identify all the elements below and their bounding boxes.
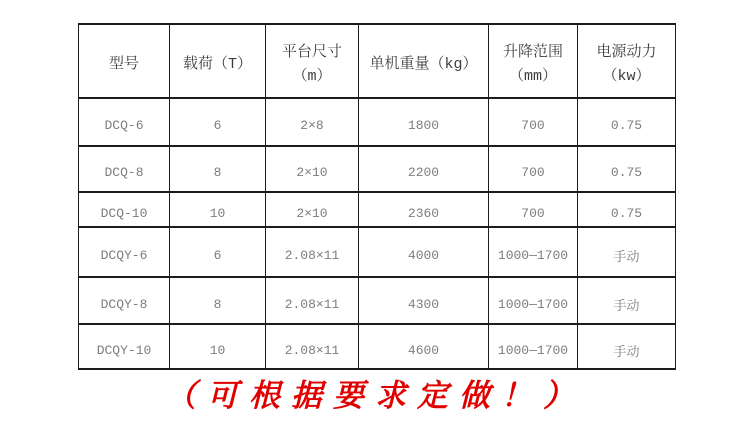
cell-size: 2×8 xyxy=(266,98,359,146)
cell-power: 手动 xyxy=(578,277,676,324)
cell-weight: 1800 xyxy=(359,98,489,146)
table-row xyxy=(79,277,676,324)
table-row xyxy=(79,227,676,277)
cell-range: 700 xyxy=(489,192,578,227)
table-row xyxy=(79,146,676,192)
cell-power: 手动 xyxy=(578,324,676,369)
cell-power: 0.75 xyxy=(578,98,676,146)
col-header-unit-weight xyxy=(359,24,489,98)
cell-size: 2×10 xyxy=(266,192,359,227)
cell-power: 0.75 xyxy=(578,192,676,227)
cell-range: 1000—1700 xyxy=(489,227,578,277)
col-header-platform-size-sub: （m） xyxy=(292,67,332,85)
cell-model: DCQ-6 xyxy=(79,98,170,146)
cell-range: 1000—1700 xyxy=(489,277,578,324)
cell-weight: 4300 xyxy=(359,277,489,324)
col-header-model xyxy=(79,24,170,98)
col-header-platform-size-title: 平台尺寸 xyxy=(281,43,342,61)
cell-size: 2.08×11 xyxy=(266,277,359,324)
col-header-load xyxy=(170,24,266,98)
col-header-lift-range-title: 升降范围 xyxy=(502,43,563,61)
cell-weight: 4600 xyxy=(359,324,489,369)
cell-model: DCQ-10 xyxy=(79,192,170,227)
cell-weight: 2200 xyxy=(359,146,489,192)
table-row xyxy=(79,98,676,146)
cell-size: 2.08×11 xyxy=(266,227,359,277)
spec-table xyxy=(78,23,676,370)
table-header-row xyxy=(79,24,676,98)
col-header-load-title: 载荷（T） xyxy=(182,55,252,73)
cell-load: 8 xyxy=(170,146,266,192)
cell-load: 10 xyxy=(170,192,266,227)
cell-range: 700 xyxy=(489,98,578,146)
col-header-platform-size xyxy=(266,24,359,98)
cell-model: DCQ-8 xyxy=(79,146,170,192)
cell-range: 1000—1700 xyxy=(489,324,578,369)
col-header-power xyxy=(578,24,676,98)
table-row xyxy=(79,324,676,369)
cell-model: DCQY-6 xyxy=(79,227,170,277)
custom-order-note: （可根据要求定做！） xyxy=(165,378,585,413)
cell-model: DCQY-8 xyxy=(79,277,170,324)
cell-weight: 2360 xyxy=(359,192,489,227)
cell-load: 6 xyxy=(170,227,266,277)
cell-weight: 4000 xyxy=(359,227,489,277)
cell-load: 6 xyxy=(170,98,266,146)
col-header-lift-range-sub: （mm） xyxy=(508,67,557,85)
cell-power: 0.75 xyxy=(578,146,676,192)
cell-power: 手动 xyxy=(578,227,676,277)
cell-size: 2.08×11 xyxy=(266,324,359,369)
col-header-lift-range xyxy=(489,24,578,98)
cell-range: 700 xyxy=(489,146,578,192)
cell-model: DCQY-10 xyxy=(79,324,170,369)
col-header-model-title: 型号 xyxy=(108,55,139,73)
col-header-unit-weight-title: 单机重量（kg） xyxy=(369,55,478,73)
cell-load: 8 xyxy=(170,277,266,324)
table-row xyxy=(79,192,676,227)
cell-size: 2×10 xyxy=(266,146,359,192)
col-header-power-sub: （kw） xyxy=(602,67,651,85)
cell-load: 10 xyxy=(170,324,266,369)
col-header-power-title: 电源动力 xyxy=(596,43,657,61)
